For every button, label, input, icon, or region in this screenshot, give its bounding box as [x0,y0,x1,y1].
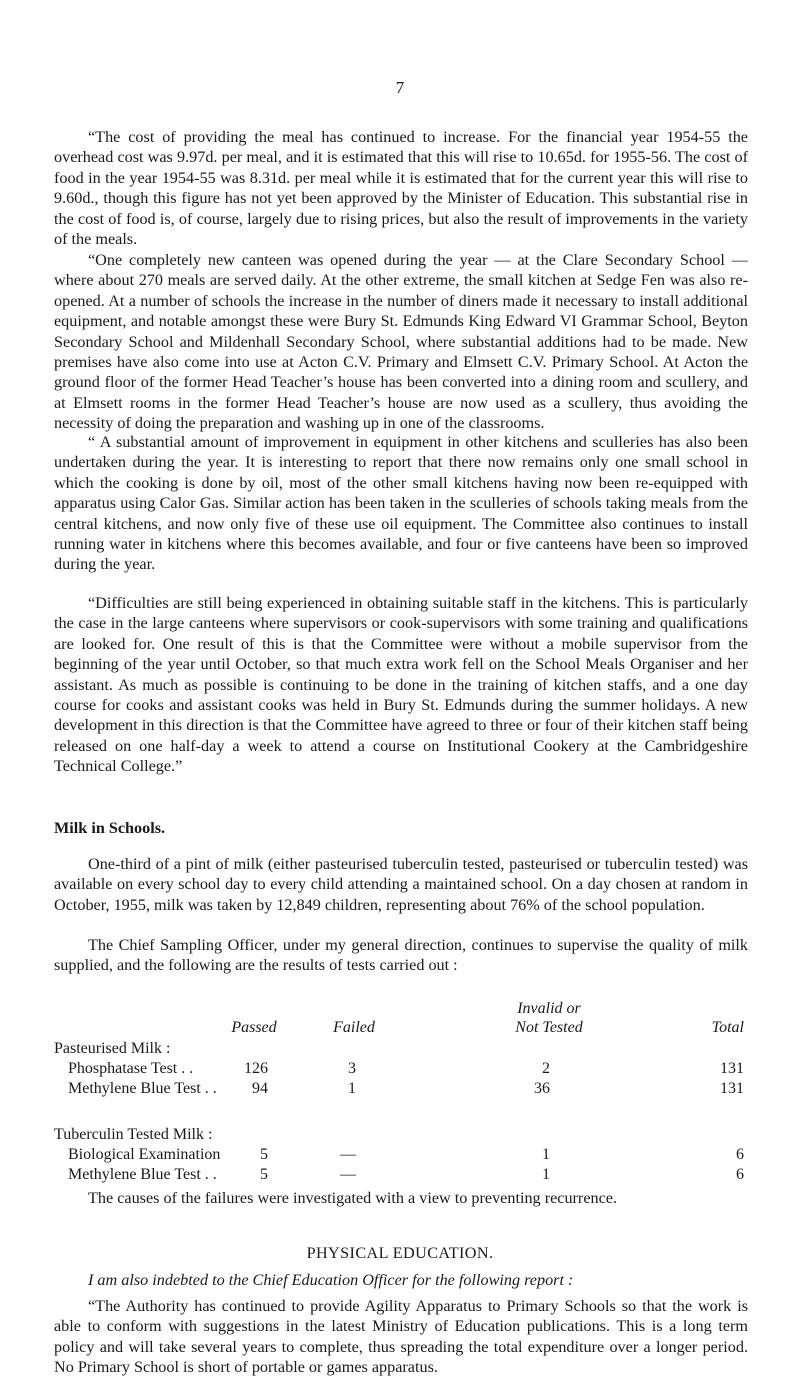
paragraph-equipment: “ A substantial amount of improvement in equipment in other kitchens and sculleries has also been undertaken during the year. It is interesting to report that there now remains only one small school in which the cooking is done by oil, most of the other small kitchens having now been re-equipped with apparatus using Calor Gas. Similar action has been taken in the sculleries of schools taking meals from the central kitchens, and now only five of these use oil equipment. The Committee also continues to install running water in kitchens where this becomes available, and four or five canteens have been so improved during the year. [54,433,748,574]
cell-total: 131 [720,1060,744,1077]
header-invalid-line2: Not Tested [515,1019,583,1036]
cell-passed: 5 [260,1146,268,1163]
paragraph-new-canteen: “One completely new canteen was opened during the year — at the Clare Secondary School — where about 270 meals are served daily. At the other extreme, the small kitchen at Sedge Fen was also re-opened. At a number of schools the increase in the number of diners made it necessary to install additional equipment, and notable amongst these were Bury St. Edmunds King Edward VI Grammar School, Beyton Secondary School and Mildenhall Secondary School, where substantial additions had to be made. New premises have also come into use at Acton C.V. Primary and Elmsett C.V. Primary School. At Acton the ground floor of the former Head Teacher’s house has been converted into a dining room and scullery, and at Elmsett rooms in the former Head Teacher’s house are now used as a scullery, thus avoiding the necessity of doing the preparation and washing up in one of the classrooms. [54,251,748,433]
row-test-name: Phosphatase Test . . [68,1060,194,1077]
row-test-name: Methylene Blue Test . . [68,1080,217,1097]
cell-invalid: 1 [542,1166,550,1183]
cell-failed: — [340,1166,356,1183]
cell-total: 6 [736,1146,744,1163]
cell-total: 131 [720,1080,744,1097]
paragraph-kitchen-staff: “Difficulties are still being experienced in obtaining suitable staff in the kitchens. This is particularly the case in the large canteens where supervisors or cook-supervisors with some training and qualifications are looked for. One result of this is that the Committee were without a mobile supervisor from the beginning of the year until October, so that much extra work fell on the School Meals Organiser and her assistant. As much as possible is continuing to be done in the training of kitchen staffs, and a one day course for cooks and assistant cooks was held in Bury St. Edmunds during the summer holidays. A new development in this direction is that the Committee have agreed to three or four of their kitchen staff being released on one half-day a week to attend a course on Institutional Cookery at the Cambridgeshire Technical College.” [54,594,748,776]
row-test-name: Biological Examination [68,1146,221,1163]
cell-invalid: 36 [534,1080,550,1097]
group-label: Tuberculin Tested Milk : [54,1126,213,1143]
cell-failed: — [340,1146,356,1163]
group-label: Pasteurised Milk : [54,1040,171,1057]
cell-passed: 5 [260,1166,268,1183]
paragraph-agility-apparatus-text: “The Authority has continued to provide Agility Apparatus to Primary Schools so that the work is able to conform with suggestions in the latest Ministry of Education publications. This is a long term policy and will take several years to complete, thus spreading the total expenditure over a longer period. No Primary School is short of portable or games apparatus. [54,1297,748,1377]
header-failed: Failed [333,1019,375,1036]
header-total: Total [711,1019,744,1036]
row-test-name: Methylene Blue Test . . [68,1166,217,1183]
pe-report-intro: I am also indebted to the Chief Education Officer for the following report : [88,1271,574,1289]
paragraph-milk-supply: One-third of a pint of milk (either pasteurised tuberculin tested, pasteurised or tuberculin tested) was available on every school day to every child attending a maintained school. On a day chosen at random in October, 1955, milk was taken by 12,849 children, representing about 76% of the school population. [54,855,748,914]
header-passed: Passed [231,1019,277,1036]
milk-in-schools-heading: Milk in Schools. [54,819,166,837]
paragraph-meal-cost: “The cost of providing the meal has continued to increase. For the financial year 1954-55 the overhead cost was 9.97d. per meal, and it is estimated that this will rise to 10.65d. for 1955-56. The cost of food in the year 1954-55 was 8.31d. per meal while it is estimated that for the current year this will rise to 9.60d., though this figure has not yet been approved by the Minister of Education. This substantial rise in the cost of food is, of course, largely due to rising prices, but also the result of improvements in the variety of the meals. [54,128,748,249]
paragraph-milk-sampling: The Chief Sampling Officer, under my general direction, continues to supervise the quality of milk supplied, and the following are the results of tests carried out : [54,936,748,975]
header-invalid-line1: Invalid or [517,1000,581,1017]
milk-test-results-table [54,1000,754,1220]
physical-education-heading: PHYSICAL EDUCATION. [306,1244,494,1262]
cell-passed: 126 [244,1060,268,1077]
cell-invalid: 1 [542,1146,550,1163]
cell-invalid: 2 [542,1060,550,1077]
cell-total: 6 [736,1166,744,1183]
cell-passed: 94 [252,1080,268,1097]
page-number: 7 [395,78,405,97]
cell-failed: 3 [348,1060,356,1077]
paragraph-failures: The causes of the failures were investigated with a view to preventing recurrence. [88,1189,618,1207]
cell-failed: 1 [348,1080,356,1097]
